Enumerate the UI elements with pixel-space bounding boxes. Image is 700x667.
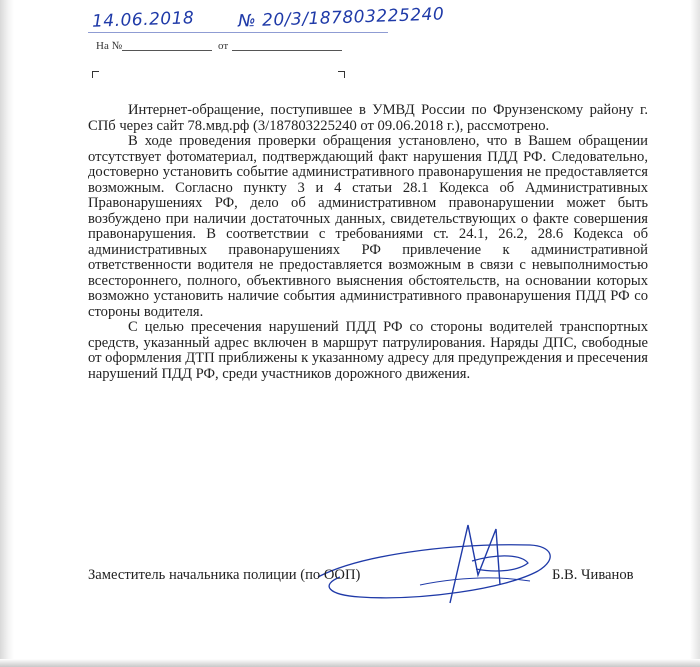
handwritten-underline — [88, 32, 388, 33]
reg-date-field — [232, 50, 342, 51]
address-corner-left — [92, 71, 99, 78]
reg-number-field — [122, 50, 212, 51]
handwritten-date: 14.06.2018 — [91, 8, 195, 32]
page-shadow-bottom — [0, 659, 700, 667]
address-corner-right — [338, 71, 345, 78]
reg-date-label: от — [218, 40, 229, 52]
letter-body — [88, 103, 648, 382]
handwritten-outgoing-number: № 20/3/187803225240 — [237, 4, 445, 32]
reg-number-label: На № — [96, 40, 123, 52]
signature-scribble — [300, 515, 560, 615]
page-shadow-right — [690, 0, 700, 667]
paragraph-findings: В ходе проведения проверки обращения установлено, что в Вашем обращении отсутствует фотоматериал, подтверждающий факт нарушения ПДД РФ. Следовательно, достоверно установить событие административного правонарушения не предоставляется возможным. Согласно пункту 3 и 4 статьи 28.1 Кодекса об Административных Правонарушениях РФ, дело об административном правонарушении может быть возбуждено при наличии достаточных данных, свидетельствующих о факте совершения правонарушения. В соответствии с требованиями ст. 24.1, 26.2, 28.6 Кодекса об административных правонарушениях РФ привлечение к административной ответственности водителя не предоставляется возможным в связи с невыполнимостью всестороннего, полного, объективного выяснения обстоятельств, на основании которых возможно установить наличие события административного правонарушения ПДД РФ со стороны водителя. — [88, 133, 648, 320]
signatory-position: Заместитель начальника полиции (по ООП) — [88, 567, 361, 583]
paragraph-intro: Интернет-обращение, поступившее в УМВД России по Фрунзенскому району г. СПб через сайт 78.мвд.рф (3/187803225240 от 09.06.2018 г.), рассмотрено. — [88, 102, 648, 134]
page-shadow-left — [0, 0, 14, 667]
paragraph-measures: С целью пресечения нарушений ПДД РФ со стороны водителей транспортных средств, указанный адрес включен в маршрут патрулирования. Наряды ДПС, свободные от оформления ДТП приближены к указанному адресу для предупреждения и пресечения нарушений ПДД РФ, среди участников дорожного движения. — [88, 319, 648, 382]
signatory-name: Б.В. Чиванов — [552, 567, 634, 583]
